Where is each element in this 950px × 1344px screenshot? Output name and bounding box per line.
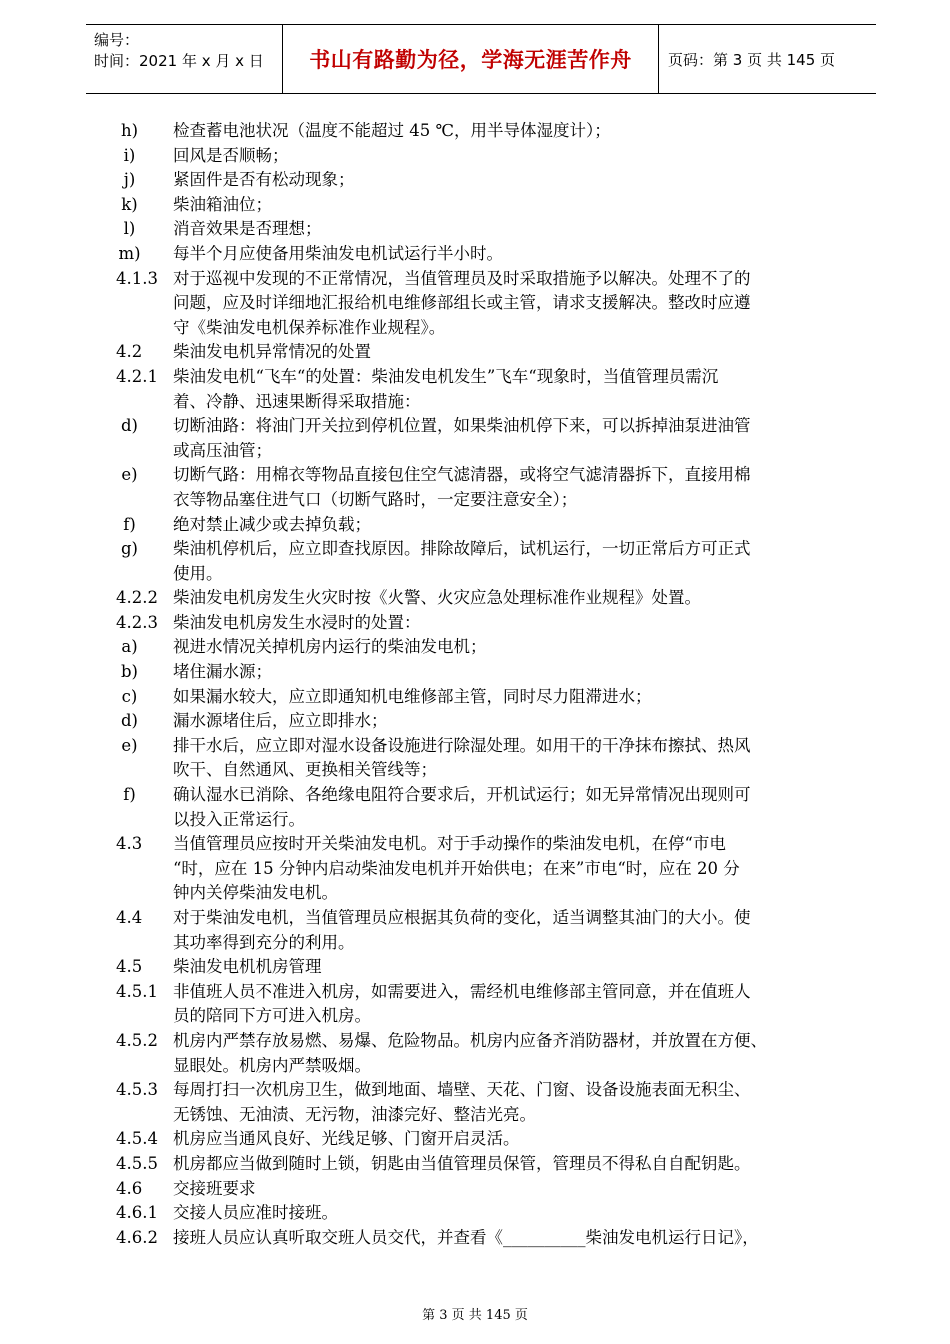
text-line — [86, 709, 876, 734]
line-label: h) — [120, 121, 139, 140]
line-label — [86, 316, 173, 341]
document-number-label: 编号： — [94, 31, 140, 49]
line-label — [86, 758, 173, 783]
line-label — [86, 857, 173, 882]
line-label — [86, 881, 173, 906]
line-label: 4.2.3 — [116, 612, 158, 632]
line-label — [86, 291, 173, 316]
text-line — [86, 783, 876, 808]
text-line — [86, 242, 876, 267]
line-label: c) — [121, 686, 138, 706]
text-line — [86, 267, 876, 292]
text-line — [86, 857, 876, 882]
line-text: 绝对禁止减少或去掉负载； — [173, 514, 371, 534]
line-label: j) — [123, 170, 136, 190]
line-label — [86, 488, 173, 513]
line-text: 排干水后，应立即对湿水设备设施进行除湿处理。如用干的干净抹布擦拭、热风 — [173, 735, 751, 755]
line-text: 吹干、自然通风、更换相关管线等； — [173, 760, 437, 780]
line-text: 员的陪同下方可进入机房。 — [173, 1006, 371, 1026]
line-label: b) — [121, 662, 138, 682]
line-label: 4.4 — [116, 908, 143, 927]
line-text: 守《柴油发电机保养标准作业规程》。 — [173, 317, 446, 337]
line-label: 4.5.5 — [116, 1153, 158, 1173]
line-text: “时，应在 15 分钟内启动柴油发电机并开始供电；在来”市电“时，应在 20 分 — [173, 858, 740, 878]
line-label: 4.1.3 — [116, 268, 158, 288]
line-text: 柴油发电机机房管理 — [173, 957, 322, 977]
line-text: 使用。 — [173, 563, 223, 583]
line-text: 对于巡视中发现的不正常情况，当值管理员及时采取措施予以解决。处理不了的 — [173, 268, 751, 288]
line-text: 交接人员应准时接班。 — [173, 1203, 338, 1223]
line-label: 4.3 — [116, 834, 143, 854]
text-line — [86, 439, 876, 464]
line-text: 钟内关停柴油发电机。 — [173, 883, 338, 903]
line-label: e) — [121, 465, 138, 485]
text-line — [86, 562, 876, 587]
page-header — [86, 24, 876, 94]
line-label: 4.5 — [116, 957, 143, 977]
text-line — [86, 685, 876, 710]
line-text: 当值管理员应按时开关柴油发电机。对于手动操作的柴油发电机，在停“市电 — [173, 834, 726, 854]
text-line — [86, 635, 876, 660]
text-line — [86, 931, 876, 956]
text-line — [86, 193, 876, 218]
line-label: a) — [121, 637, 138, 657]
line-text: 柴油发电机房发生水浸时的处置： — [173, 612, 421, 632]
line-label: 4.5.4 — [116, 1129, 158, 1149]
text-line — [86, 463, 876, 488]
line-text: 问题，应及时详细地汇报给机电维修部组长或主管，请求支援解决。整改时应遵 — [173, 293, 751, 313]
line-text: 确认湿水已消除、各绝缘电阻符合要求后，开机试运行；如无异常情况出现则可 — [173, 785, 751, 805]
line-text: 切断气路：用棉衣等物品直接包住空气滤清器，或将空气滤清器拆下，直接用棉 — [173, 465, 751, 485]
line-label: f) — [123, 514, 136, 534]
page-footer: 第 3 页 共 145 页 — [422, 1308, 528, 1323]
text-line — [86, 1152, 876, 1177]
line-label: 4.6.2 — [116, 1227, 158, 1247]
text-line — [86, 906, 876, 931]
line-label: d) — [121, 711, 138, 731]
text-line — [86, 734, 876, 759]
text-line — [86, 537, 876, 562]
text-line — [86, 955, 876, 980]
line-text: 其功率得到充分的利用。 — [173, 932, 355, 952]
line-text: 机房应当通风良好、光线足够、门窗开启灵活。 — [173, 1129, 520, 1149]
line-label: g) — [121, 539, 138, 559]
header-meta — [94, 30, 284, 72]
header-divider — [658, 25, 659, 93]
line-label: f) — [123, 785, 136, 805]
text-line — [86, 1054, 876, 1079]
header-page-info: 页码：第 3 页 共 145 页 — [668, 50, 836, 69]
line-label — [86, 931, 173, 956]
text-line — [86, 832, 876, 857]
text-line — [86, 217, 876, 242]
line-label — [86, 808, 173, 833]
text-line — [86, 980, 876, 1005]
line-text: 以投入正常运行。 — [173, 809, 305, 829]
line-label: e) — [121, 735, 138, 755]
line-label: 4.5.1 — [116, 981, 158, 1001]
line-text: 如果漏水较大，应立即通知机电维修部主管，同时尽力阻滞进水； — [173, 686, 652, 706]
line-label — [86, 439, 173, 464]
line-text: 机房内严禁存放易燃、易爆、危险物品。机房内应备齐消防器材，并放置在方便、 — [173, 1030, 767, 1050]
line-label: 4.5.2 — [116, 1030, 158, 1050]
text-line — [86, 1226, 876, 1251]
text-line — [86, 316, 876, 341]
text-line — [86, 513, 876, 538]
line-label: 4.6 — [116, 1178, 143, 1198]
text-line — [86, 758, 876, 783]
text-line — [86, 1078, 876, 1103]
text-line — [86, 611, 876, 636]
line-text: 每周打扫一次机房卫生，做到地面、墙壁、天花、门窗、设备设施表面无积尘、 — [173, 1080, 751, 1100]
text-line — [86, 488, 876, 513]
line-label — [86, 1054, 173, 1079]
header-motto: 书山有路勤为径，学海无涯苦作舟 — [309, 48, 632, 72]
line-label — [86, 562, 173, 587]
line-text: 无锈蚀、无油渍、无污物，油漆完好、整洁光亮。 — [173, 1104, 536, 1124]
text-line — [86, 291, 876, 316]
line-label: d) — [121, 416, 138, 436]
text-line — [86, 414, 876, 439]
text-line — [86, 365, 876, 390]
line-label — [86, 1103, 173, 1128]
line-text: 消音效果是否理想； — [173, 219, 322, 239]
line-label: l) — [123, 219, 136, 239]
line-text: 柴油发电机房发生火灾时按《火警、火灾应急处理标准作业规程》处置。 — [173, 588, 701, 608]
text-line — [86, 1103, 876, 1128]
line-text: 交接班要求 — [173, 1178, 256, 1198]
line-label: 4.2 — [116, 342, 143, 362]
text-line — [86, 1177, 876, 1202]
text-line — [86, 1127, 876, 1152]
line-label: 4.5.3 — [116, 1080, 158, 1100]
line-text: 视进水情况关掉机房内运行的柴油发电机； — [173, 637, 487, 657]
line-text: 堵住漏水源； — [173, 662, 272, 682]
text-line — [86, 340, 876, 365]
line-label: i) — [123, 145, 136, 165]
line-label: k) — [121, 194, 138, 214]
line-text: 接班人员应认真听取交班人员交代，并查看《__________柴油发电机运行日记》， — [173, 1227, 759, 1247]
line-text: 回风是否顺畅； — [173, 145, 289, 165]
line-text: 柴油发电机异常情况的处置 — [173, 342, 371, 362]
line-label: m) — [118, 243, 141, 263]
line-text: 对于柴油发电机，当值管理员应根据其负荷的变化，适当调整其油门的大小。使 — [173, 908, 751, 927]
line-label — [86, 1004, 173, 1029]
line-text: 每半个月应使备用柴油发电机试运行半小时。 — [173, 243, 503, 263]
line-text: 柴油发电机“飞车“的处置：柴油发电机发生”飞车“现象时，当值管理员需沉 — [173, 366, 719, 386]
line-text: 衣等物品塞住进气口（切断气路时，一定要注意安全）； — [173, 489, 578, 509]
text-line — [86, 1004, 876, 1029]
line-text: 非值班人员不准进入机房，如需要进入，需经机电维修部主管同意，并在值班人 — [173, 981, 751, 1001]
text-line — [86, 808, 876, 833]
text-line — [86, 1201, 876, 1226]
line-text: 切断油路：将油门开关拉到停机位置，如果柴油机停下来，可以拆掉油泵进油管 — [173, 416, 751, 436]
line-text: 或高压油管； — [173, 440, 272, 460]
line-text: 检查蓄电池状况（温度不能超过 45 ℃，用半导体湿度计）； — [173, 121, 611, 140]
line-text: 显眼处。机房内严禁吸烟。 — [173, 1055, 371, 1075]
text-line — [86, 881, 876, 906]
line-label: 4.6.1 — [116, 1203, 158, 1223]
text-line — [86, 144, 876, 169]
line-text: 着、冷静、迅速果断得采取措施： — [173, 391, 421, 411]
text-line — [86, 1029, 876, 1054]
text-line — [86, 586, 876, 611]
line-label: 4.2.1 — [116, 366, 158, 386]
line-text: 漏水源堵住后，应立即排水； — [173, 711, 388, 731]
text-line — [86, 168, 876, 193]
line-text: 紧固件是否有松动现象； — [173, 170, 355, 190]
line-label — [86, 390, 173, 415]
text-line — [86, 390, 876, 415]
line-text: 机房都应当做到随时上锁，钥匙由当值管理员保管，管理员不得私自自配钥匙。 — [173, 1153, 751, 1173]
document-time: 时间：2021 年 x 月 x 日 — [94, 52, 264, 70]
document-body — [86, 119, 876, 1250]
text-line — [86, 660, 876, 685]
line-text: 柴油机停机后，应立即查找原因。排除故障后，试机运行，一切正常后方可正式 — [173, 539, 751, 559]
line-label: 4.2.2 — [116, 588, 158, 608]
text-line — [86, 119, 876, 144]
line-text: 柴油箱油位； — [173, 194, 272, 214]
